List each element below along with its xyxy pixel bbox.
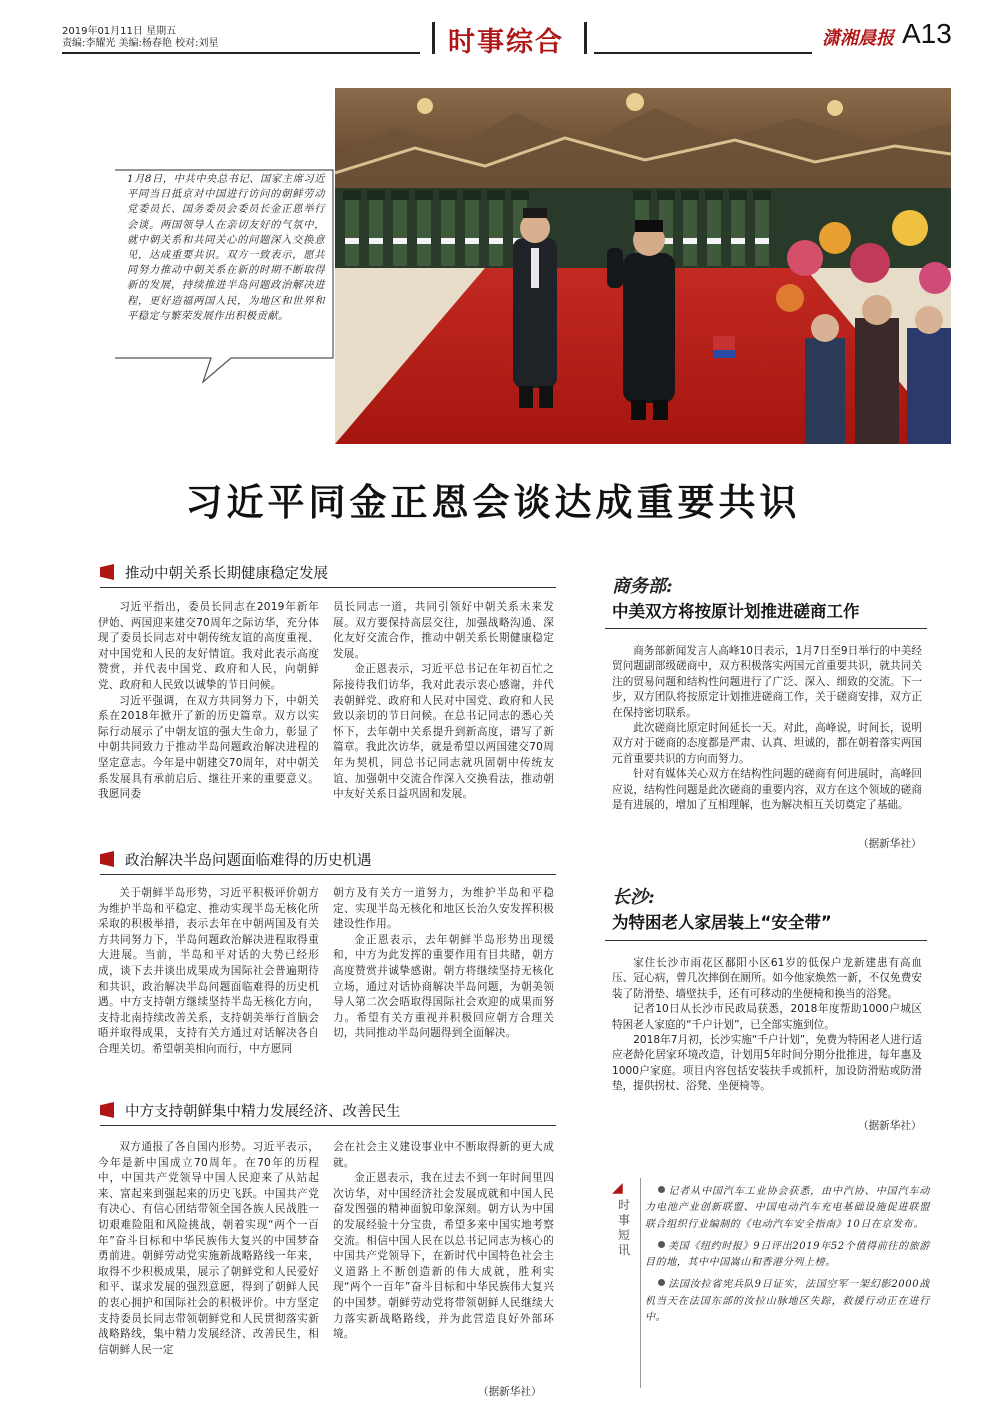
paragraph: 会在社会主义建设事业中不断取得新的更大成就。 bbox=[333, 1141, 554, 1169]
paragraph: 家住长沙市雨花区鄱阳小区61岁的低保户龙新建患有高血压、冠心病，曾几次摔倒在厕所。如今他家焕然一新，不仅免费安装了防滑垫、墙壁扶手，还有可移动的坐便椅和换当的浴凳。 bbox=[612, 957, 922, 1000]
right-article1-title: 中美双方将按原计划推进磋商工作 bbox=[612, 602, 860, 621]
issue-meta bbox=[62, 26, 218, 50]
section3-col2 bbox=[333, 1140, 554, 1343]
header-rule-right bbox=[594, 52, 812, 54]
section2-col2 bbox=[333, 886, 554, 1042]
section-rule-3 bbox=[100, 1125, 556, 1126]
paragraph: 此次磋商比原定时间延长一天。对此，高峰说，时间长，说明双方对于磋商的态度都是严肃、认真、坦诚的，都在朝着落实两国元首重要共识的方向而努力。 bbox=[612, 722, 922, 765]
section-title: 时事综合 bbox=[448, 27, 564, 58]
paragraph: 金正恩表示，习近平总书记在年初百忙之际接待我们访华，我对此表示衷心感谢，并代表朝鲜党、政府和人民对中国党、政府和人民致以亲切的节日问候。在总书记同志的悉心关怀下，去年朝中关系提升到新高度，谱写了新篇章。我此次访华，就是希望以两国建交70周年为契机，同总书记同志就巩固朝中传统友谊、加强朝中交流合作深入交换看法，推动朝中友好关系日益巩固和发展。 bbox=[333, 663, 554, 801]
section-rule-2 bbox=[100, 874, 556, 875]
briefs-list bbox=[645, 1184, 930, 1332]
section-title-2: 政治解决半岛问题面临难得的历史机遇 bbox=[125, 852, 372, 869]
paragraph: 朝方及有关方一道努力，为维护半岛和平稳定、实现半岛无核化和地区长治久安发挥积极建设性作用。 bbox=[333, 887, 554, 931]
newspaper-logo: 潇湘晨报 bbox=[822, 28, 894, 49]
brief-item: 记者从中国汽车工业协会获悉，由中汽协、中国汽车动力电池产业创新联盟、中国电动汽车充电基础设施促进联盟联合组织行业编制的《电动汽车安全指南》10日在京发布。 bbox=[645, 1186, 930, 1230]
page-number: A13 bbox=[902, 18, 952, 49]
brief-item: 法国汝拉省宪兵队9日证实，法国空军一架幻影2000战机当天在法国东部的汝拉山脉地区失踪，救援行动正在进行中。 bbox=[645, 1279, 930, 1324]
source-credit: （据新华社） bbox=[858, 838, 922, 850]
right-article1-rule bbox=[605, 628, 927, 629]
section-title-1: 推动中朝关系长期健康稳定发展 bbox=[125, 565, 328, 582]
section-title-3: 中方支持朝鲜集中精力发展经济、改善民生 bbox=[125, 1103, 401, 1120]
paragraph: 商务部新闻发言人高峰10日表示，1月7日至9日举行的中美经贸问题副部级磋商中，双方积极落实两国元首重要共识，就共同关注的贸易问题和结构性问题进行了广泛、深入、细致的交流。下一步，双方团队将按原定计划推进磋商工作，关于磋商安排，双方正在保持密切联系。 bbox=[612, 645, 922, 719]
paragraph: 记者10日从长沙市民政局获悉，2018年度帮助1000户城区特困老人家庭的“千户计划”，已全部实施到位。 bbox=[612, 1003, 922, 1031]
briefs-divider bbox=[640, 1178, 641, 1388]
brief-item: 美国《纽约时报》9日评出2019年52个值得前往的旅游目的地，其中中国嵩山和香港分列上榜。 bbox=[645, 1240, 930, 1269]
source-credit: （据新华社） bbox=[858, 1120, 922, 1132]
section-rule-1 bbox=[100, 587, 556, 588]
news-photo bbox=[335, 88, 951, 444]
paragraph: 员长同志一道，共同引领好中朝关系未来发展。双方要保持高层交往，加强战略沟通、深化友好交流合作，推动中朝关系长期健康稳定发展。 bbox=[333, 601, 554, 660]
paragraph: 金正恩表示，我在过去不到一年时间里四次访华，对中国经济社会发展成就和中国人民奋发图强的精神面貌印象深刻。朝方认为中国的发展经验十分宝贵，希望多来中国实地考察交流。相信中国人民在以总书记同志为核心的中国共产党领导下，在新时代中国特色社会主义道路上不断创造新的伟大成就，胜利实现“两个一百年”奋斗目标和中华民族伟大复兴的中国梦。朝鲜劳动党将带领朝鲜人民继续大力落实新战略路线，并为此营造良好外部环境。 bbox=[333, 1172, 554, 1341]
section-header-1 bbox=[100, 562, 328, 582]
ceremony-photo-illustration bbox=[335, 88, 951, 444]
header-bar-left bbox=[432, 22, 435, 54]
right-article2-title: 为特困老人家居装上“安全带” bbox=[612, 913, 832, 932]
issue-date: 2019年01月11日 星期五 bbox=[62, 26, 177, 37]
section3-col1 bbox=[98, 1140, 319, 1358]
paragraph: 双方通报了各自国内形势。习近平表示，今年是新中国成立70周年。在70年的历程中，中国共产党领导中国人民迎来了从站起来、富起来到强起来的历史飞跃。中国共产党有决心、有信心团结带领全国各族人民战胜一切艰难险阻和风险挑战，朝着实现“两个一百年”奋斗目标和中华民族伟大复兴的中国梦奋勇前进。朝鲜劳动党实施新战略路线一年来，取得不少积极成果，展示了朝鲜党和人民爱好和平、谋求发展的强烈意愿，得到了朝鲜人民的衷心拥护和国际社会的积极评价。中方坚定支持委员长同志带领朝鲜党和人民贯彻落实新战略路线，集中精力发展经济、改善民生，相信朝鲜人民一定 bbox=[98, 1141, 319, 1356]
section2-col1 bbox=[98, 886, 319, 1058]
right-article2-rule bbox=[605, 940, 927, 941]
header-bar-right bbox=[584, 22, 587, 54]
briefs-label: 时 事 短 讯 bbox=[617, 1198, 630, 1257]
section1-col2 bbox=[333, 600, 554, 803]
header-rule-left bbox=[62, 52, 420, 54]
issue-editors: 责编:李耀光 美编:杨春艳 校对:刘星 bbox=[62, 38, 219, 49]
section-marker-icon bbox=[100, 851, 114, 867]
section-header-2 bbox=[100, 849, 372, 869]
section-marker-icon bbox=[100, 1102, 114, 1118]
paragraph: 金正恩表示，去年朝鲜半岛形势出现缓和，中方为此发挥的重要作用有目共睹，朝方高度赞赏并诚挚感谢。朝方将继续坚持无核化立场，通过对话协商解决半岛问题，为朝美领导人第二次会晤取得国际社会欢迎的成果而努力。希望有关方重视并积极回应朝方合理关切，共同推动半岛问题得到全面解决。 bbox=[333, 933, 554, 1040]
right-article2-kicker: 长沙: bbox=[612, 887, 655, 908]
paragraph: 习近平强调，在双方共同努力下，中朝关系在2018年掀开了新的历史篇章。双方以实际行动展示了中朝友谊的强大生命力，彰显了中朝共同致力于推动半岛问题政治解决进程的坚定意志。今年是中朝建交70周年，对中朝关系发展具有承前启后、继往开来的重要意义。我愿同委 bbox=[98, 694, 319, 801]
right-article1-body bbox=[612, 644, 922, 813]
bullet-icon bbox=[658, 1186, 665, 1193]
section1-col1 bbox=[98, 600, 319, 803]
right-article2-body bbox=[612, 956, 922, 1095]
bullet-icon bbox=[658, 1279, 665, 1286]
source-credit: （据新华社） bbox=[478, 1386, 542, 1398]
paragraph: 关于朝鲜半岛形势，习近平积极评价朝方为维护半岛和平稳定、推动实现半岛无核化所采取的积极举措，表示去年在中朝两国及有关方共同努力下，半岛问题政治解决进程取得重大进展。当前，半岛和平对话的大势已经形成，谈下去并谈出成果成为国际社会普遍期待和共识，政治解决半岛问题面临难得的历史机遇。中方支持朝方继续坚持半岛无核化方向，支持北南持续改善关系，支持朝美举行首脑会晤并取得成果，支持有关方通过对话解决各自合理关切。希望朝美相向而行，中方愿同 bbox=[98, 887, 319, 1055]
section-marker-icon bbox=[100, 564, 114, 580]
bullet-icon bbox=[658, 1241, 665, 1248]
paragraph: 2018年7月初，长沙实施“千户计划”，免费为特困老人进行适应老龄化居家环境改造，计划用5年时间分期分批推进，每年惠及1000户家庭。项目内容包括安装扶手或抓杆，加设防滑贴或防滑垫，提供拐杖、浴凳、坐便椅等。 bbox=[612, 1034, 922, 1093]
paragraph: 针对有媒体关心双方在结构性问题的磋商有何进展时，高峰回应说，结构性问题是此次磋商的重要内容，双方在这个领域的磋商是有进展的，增加了互相理解，也为解决相互关切奠定了基础。 bbox=[612, 768, 922, 812]
caption-text: 1月8日，中共中央总书记、国家主席习近平同当日抵京对中国进行访问的朝鲜劳动党委员长、国务委员会委员长金正恩举行会谈。两国领导人在亲切友好的气氛中，就中朝关系和共同关心的问题深入交换意见，达成重要共识。双方一致表示，愿共同努力推动中朝关系在新的时期不断取得新的发展，持续推进半岛问题政治解决进程，更好造福两国人民，为地区和世界和平稳定与繁荣发展作出积极贡献。 bbox=[127, 173, 325, 322]
paragraph: 习近平指出，委员长同志在2019年新年伊始、两国迎来建交70周年之际访华，充分体现了委员长同志对中朝传统友谊的高度重视、对中国党和人民的友好情谊。我对此表示高度赞赏，并代表中国党、政府和人民，向朝鲜党、政府和人民致以诚挚的节日问候。 bbox=[98, 601, 319, 691]
briefs-arrow-icon: ◢ bbox=[612, 1180, 623, 1196]
right-article1-kicker: 商务部: bbox=[612, 576, 673, 597]
main-headline: 习近平同金正恩会谈达成重要共识 bbox=[185, 481, 801, 524]
section-header-3 bbox=[100, 1100, 401, 1120]
